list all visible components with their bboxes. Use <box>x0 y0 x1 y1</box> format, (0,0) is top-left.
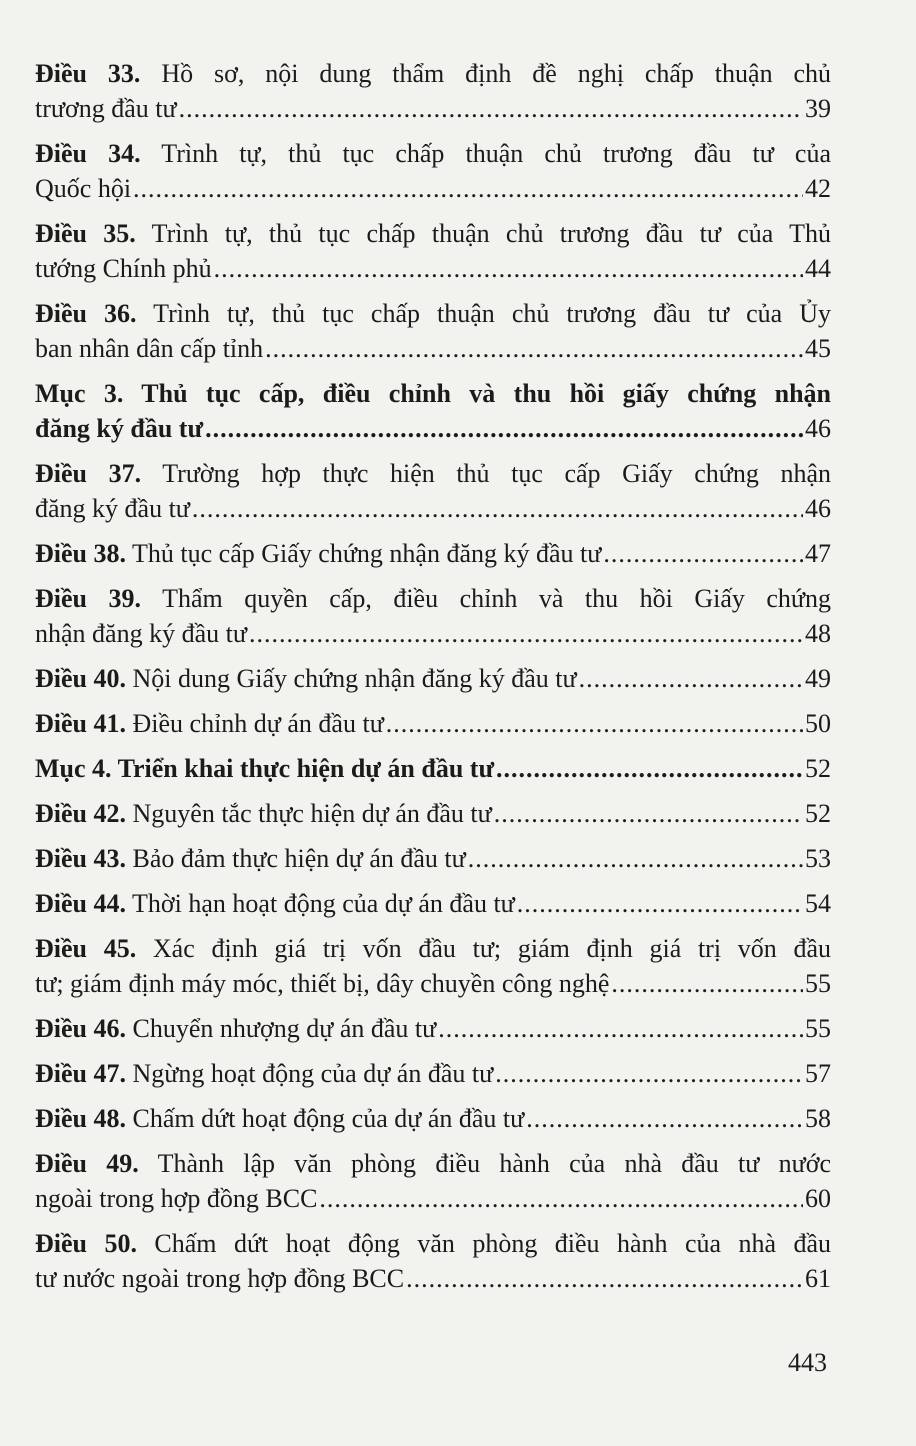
toc-entry-page: 44 <box>805 254 831 283</box>
toc-entry-page: 42 <box>805 174 831 203</box>
dot-leader <box>495 1056 803 1091</box>
toc-entry-text <box>35 706 384 741</box>
dot-leader <box>214 251 803 286</box>
toc-article-entry <box>35 1101 831 1136</box>
dot-leader <box>526 1101 803 1136</box>
toc-entry-title: Triển khai thực hiện dự án đầu tư <box>117 754 495 783</box>
toc-entry-label: Điều 44. <box>35 889 126 918</box>
dot-leader <box>406 1261 803 1296</box>
toc-entry-label: Điều 49. <box>35 1149 139 1178</box>
toc-entry-line <box>35 616 831 651</box>
toc-entry-text <box>35 1011 436 1046</box>
toc-entry-page: 52 <box>805 754 831 783</box>
toc-entry-label: Điều 50. <box>35 1229 137 1258</box>
toc-entry-title-continued: đăng ký đầu tư <box>35 414 204 443</box>
toc-entry-line <box>35 1146 831 1181</box>
toc-entry-title-continued: Quốc hội <box>35 174 132 203</box>
toc-entry-label: Điều 38. <box>35 539 126 568</box>
toc-entry-text <box>35 751 494 786</box>
dot-leader <box>265 331 803 366</box>
dot-leader <box>319 1181 803 1216</box>
toc-entry-text <box>35 1101 524 1136</box>
dot-leader <box>192 491 803 526</box>
dot-leader <box>249 616 803 651</box>
toc-entry-page: 58 <box>805 1104 831 1133</box>
toc-entry-line <box>35 931 831 966</box>
toc-article-entry <box>35 1146 831 1216</box>
dot-leader <box>133 171 803 206</box>
toc-article-entry <box>35 886 831 921</box>
toc-entry-title: Thẩm quyền cấp, điều chỉnh và thu hồi Giấy chứng <box>162 584 832 613</box>
toc-article-entry <box>35 1226 831 1296</box>
toc-article-entry <box>35 536 831 571</box>
toc-entry-label: Điều 39. <box>35 584 142 613</box>
toc-entry-text <box>35 796 492 831</box>
toc-entry-page: 46 <box>805 494 831 523</box>
dot-leader <box>494 796 803 831</box>
toc-entry-label: Điều 41. <box>35 709 126 738</box>
page-number: 443 <box>788 1348 827 1377</box>
dot-leader <box>603 536 803 571</box>
toc-entry-title-continued: ban nhân dân cấp tỉnh <box>35 334 264 363</box>
toc-article-entry <box>35 216 831 286</box>
toc-entry-label: Điều 42. <box>35 799 126 828</box>
toc-entry-title: Nguyên tắc thực hiện dự án đầu tư <box>132 799 492 828</box>
toc-entry-line <box>35 251 831 286</box>
toc-article-entry <box>35 706 831 741</box>
toc-entry-title: Chấm dứt hoạt động văn phòng điều hành của nhà đầu <box>154 1229 832 1258</box>
toc-entry-title: Chấm dứt hoạt động của dự án đầu tư <box>132 1104 525 1133</box>
toc-entry-line <box>35 136 831 171</box>
toc-entry-title: Thành lập văn phòng điều hành của nhà đầu tư nước <box>157 1149 832 1178</box>
toc-entry-title: Thời hạn hoạt động của dự án đầu tư <box>132 889 515 918</box>
toc-section-entry <box>35 751 831 786</box>
toc-entry-text <box>35 886 515 921</box>
toc-entry-line <box>35 411 831 446</box>
toc-entry-title: Thủ tục cấp Giấy chứng nhận đăng ký đầu tư <box>132 539 602 568</box>
toc-entry-page: 52 <box>805 799 831 828</box>
toc-article-entry <box>35 796 831 831</box>
dot-leader <box>579 661 803 696</box>
toc-entry-label: Mục 4. <box>35 754 112 783</box>
toc-entry-page: 50 <box>805 709 831 738</box>
toc-entry-label: Điều 33. <box>35 59 141 88</box>
toc-entry-page: 46 <box>805 414 831 443</box>
toc-entry-page: 47 <box>805 539 831 568</box>
toc-entry-line <box>35 796 831 831</box>
toc-entry-page: 39 <box>805 94 831 123</box>
toc-entry-line <box>35 491 831 526</box>
toc-entry-label: Điều 35. <box>35 219 136 248</box>
dot-leader <box>517 886 803 921</box>
toc-entry-line <box>35 1181 831 1216</box>
toc-entry-title-continued: trương đầu tư <box>35 94 177 123</box>
toc-entry-title: Trình tự, thủ tục chấp thuận chủ trương đầu tư của Thủ <box>151 219 831 248</box>
dot-leader <box>386 706 803 741</box>
toc-entry-title-continued: ngoài trong hợp đồng BCC <box>35 1184 318 1213</box>
toc-entry-title: Ngừng hoạt động của dự án đầu tư <box>132 1059 494 1088</box>
toc-article-entry <box>35 1011 831 1046</box>
toc-entry-title: Xác định giá trị vốn đầu tư; giám định giá trị vốn đầu <box>152 934 831 963</box>
toc-entry-page: 61 <box>805 1264 831 1293</box>
toc-entry-label: Điều 43. <box>35 844 126 873</box>
toc-entry-title: Trình tự, thủ tục chấp thuận chủ trương đầu tư của Ủy <box>153 299 832 328</box>
toc-entry-label: Điều 46. <box>35 1014 126 1043</box>
toc-article-entry <box>35 136 831 206</box>
toc-entry-page: 49 <box>805 664 831 693</box>
toc-entry-title: Trường hợp thực hiện thủ tục cấp Giấy chứng nhận <box>162 459 831 488</box>
toc-entry-line <box>35 1056 831 1091</box>
dot-leader <box>611 966 803 1001</box>
toc-article-entry <box>35 1056 831 1091</box>
toc-entry-title: Hồ sơ, nội dung thẩm định đề nghị chấp thuận chủ <box>161 59 832 88</box>
toc-entry-line <box>35 331 831 366</box>
toc-entry-label: Điều 37. <box>35 459 142 488</box>
toc-entry-page: 55 <box>805 1014 831 1043</box>
toc-entry-line <box>35 296 831 331</box>
dot-leader <box>438 1011 803 1046</box>
table-of-contents <box>35 56 831 1306</box>
toc-article-entry <box>35 456 831 526</box>
toc-entry-line <box>35 376 831 411</box>
dot-leader <box>205 411 803 446</box>
toc-entry-line <box>35 171 831 206</box>
toc-entry-text <box>35 661 577 696</box>
toc-entry-line <box>35 1226 831 1261</box>
toc-entry-line <box>35 661 831 696</box>
toc-entry-label: Điều 34. <box>35 139 141 168</box>
toc-entry-label: Điều 45. <box>35 934 137 963</box>
toc-entry-page: 60 <box>805 1184 831 1213</box>
toc-entry-title-continued: tướng Chính phủ <box>35 254 212 283</box>
toc-article-entry <box>35 56 831 126</box>
toc-entry-page: 48 <box>805 619 831 648</box>
toc-entry-label: Điều 47. <box>35 1059 126 1088</box>
toc-entry-line <box>35 216 831 251</box>
toc-entry-title: Điều chỉnh dự án đầu tư <box>132 709 384 738</box>
toc-entry-title: Trình tự, thủ tục chấp thuận chủ trương đầu tư của <box>161 139 831 168</box>
toc-entry-title-continued: tư nước ngoài trong hợp đồng BCC <box>35 1264 405 1293</box>
toc-entry-text <box>35 536 601 571</box>
toc-section-entry <box>35 376 831 446</box>
dot-leader <box>496 751 803 786</box>
toc-entry-line <box>35 581 831 616</box>
toc-entry-label: Điều 40. <box>35 664 126 693</box>
toc-entry-line <box>35 536 831 571</box>
dot-leader <box>179 91 803 126</box>
dot-leader <box>468 841 803 876</box>
toc-entry-title-continued: nhận đăng ký đầu tư <box>35 619 247 648</box>
toc-entry-title: Bảo đảm thực hiện dự án đầu tư <box>132 844 466 873</box>
toc-entry-title-continued: đăng ký đầu tư <box>35 494 190 523</box>
toc-entry-text <box>35 841 466 876</box>
toc-entry-line <box>35 706 831 741</box>
toc-article-entry <box>35 581 831 651</box>
toc-entry-title: Thủ tục cấp, điều chỉnh và thu hồi giấy chứng nhận <box>141 379 832 408</box>
toc-entry-label: Điều 36. <box>35 299 137 328</box>
toc-entry-page: 45 <box>805 334 831 363</box>
toc-entry-label: Điều 48. <box>35 1104 126 1133</box>
toc-entry-page: 53 <box>805 844 831 873</box>
toc-entry-line <box>35 841 831 876</box>
toc-entry-line <box>35 1011 831 1046</box>
toc-article-entry <box>35 841 831 876</box>
toc-entry-line <box>35 966 831 1001</box>
toc-entry-title: Chuyển nhượng dự án đầu tư <box>132 1014 437 1043</box>
toc-entry-line <box>35 91 831 126</box>
toc-entry-text <box>35 1056 493 1091</box>
toc-article-entry <box>35 296 831 366</box>
toc-article-entry <box>35 931 831 1001</box>
toc-article-entry <box>35 661 831 696</box>
toc-entry-line <box>35 1261 831 1296</box>
toc-entry-line <box>35 56 831 91</box>
toc-entry-page: 57 <box>805 1059 831 1088</box>
toc-entry-line <box>35 886 831 921</box>
toc-entry-line <box>35 456 831 491</box>
toc-entry-title: Nội dung Giấy chứng nhận đăng ký đầu tư <box>132 664 577 693</box>
toc-entry-title-continued: tư; giám định máy móc, thiết bị, dây chuyền công nghệ <box>35 969 610 998</box>
toc-entry-line <box>35 751 831 786</box>
toc-entry-page: 55 <box>805 969 831 998</box>
toc-entry-line <box>35 1101 831 1136</box>
toc-entry-label: Mục 3. <box>35 379 124 408</box>
toc-entry-page: 54 <box>805 889 831 918</box>
